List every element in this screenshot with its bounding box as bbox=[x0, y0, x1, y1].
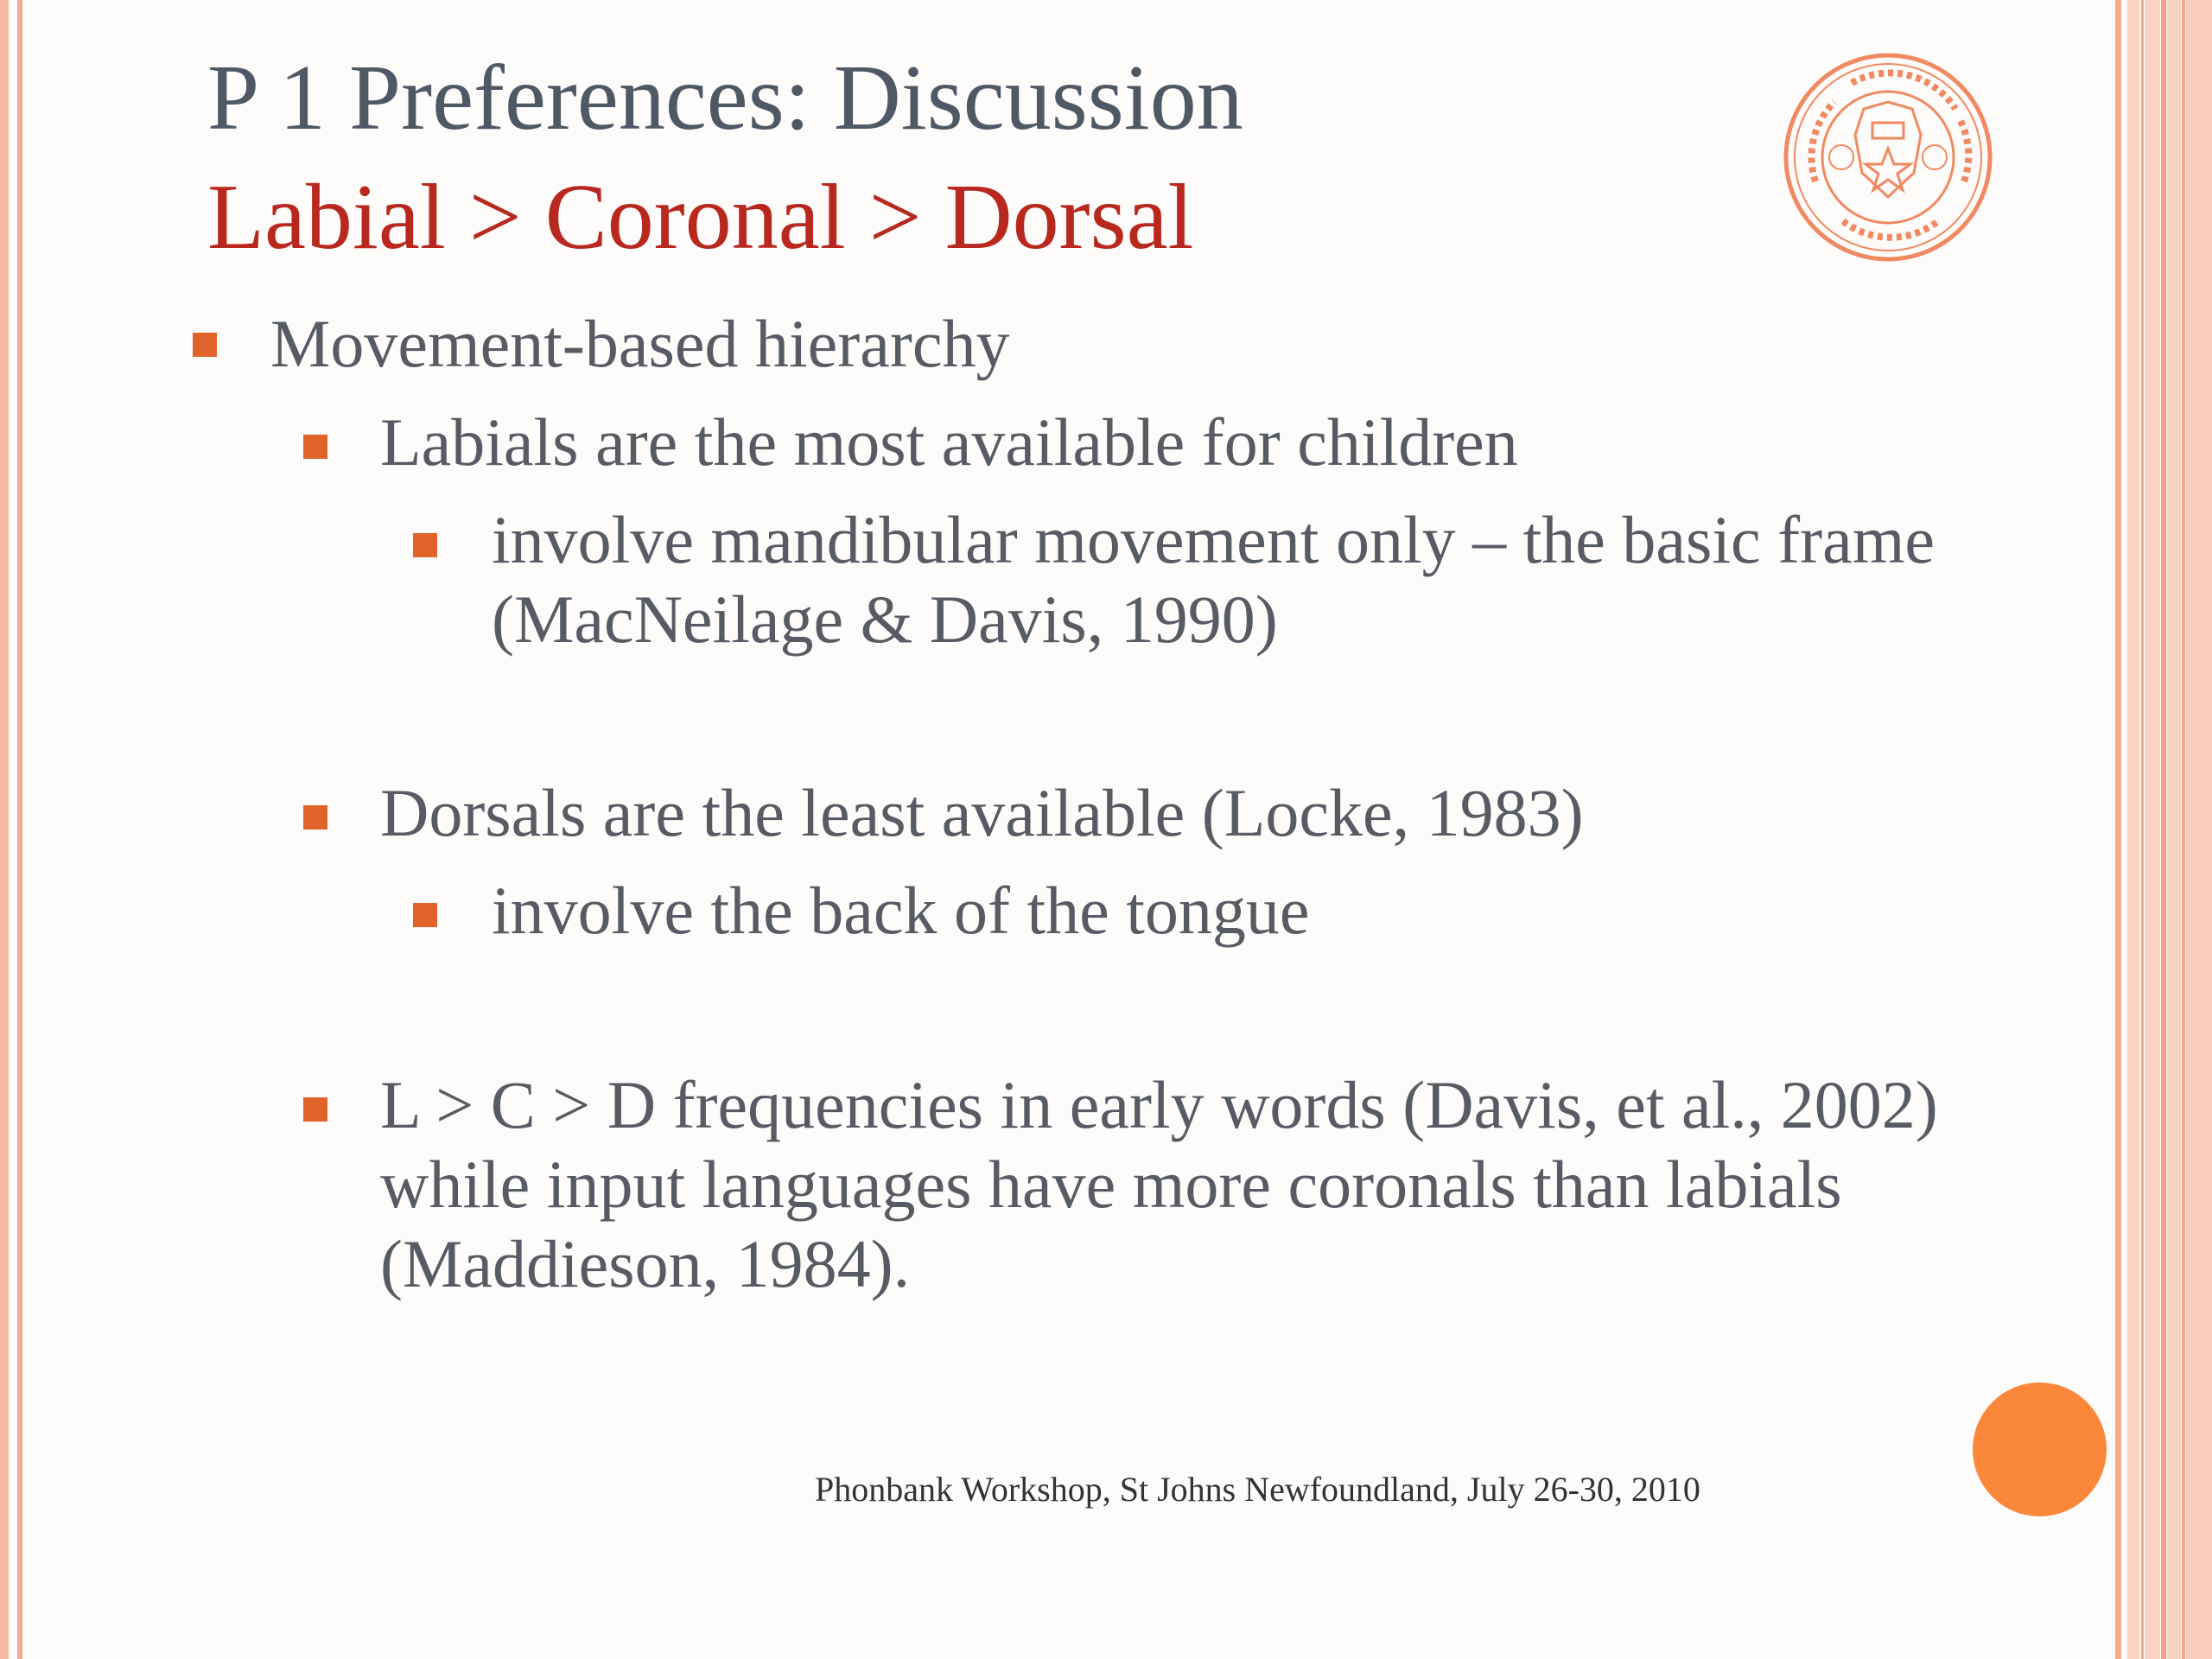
university-of-texas-seal-icon bbox=[1783, 52, 1994, 264]
bullet-text-continued: (Maddieson, 1984). bbox=[380, 1226, 911, 1301]
border-line bbox=[2141, 0, 2144, 1659]
bullet-icon bbox=[303, 435, 327, 459]
bullet-text-continued: (MacNeilage & Davis, 1990) bbox=[492, 582, 1278, 657]
bullet-icon bbox=[303, 1097, 327, 1122]
bullet-text: Dorsals are the least available (Locke, 1983) bbox=[380, 775, 1584, 850]
border-line bbox=[2186, 0, 2212, 1659]
slide-title: P 1 Preferences: Discussion bbox=[207, 47, 1243, 149]
border-line bbox=[2161, 0, 2166, 1659]
border-line bbox=[2182, 0, 2185, 1659]
bullet-text-continued: while input languages have more coronals than labials bbox=[380, 1147, 1842, 1222]
border-line bbox=[17, 0, 22, 1659]
border-line bbox=[2127, 0, 2139, 1659]
decorative-circle bbox=[1973, 1382, 2107, 1516]
border-line bbox=[2115, 0, 2121, 1659]
slide-subtitle: Labial > Coronal > Dorsal bbox=[207, 166, 1194, 269]
bullet-text: involve mandibular movement only – the basic frame bbox=[492, 502, 1936, 577]
bullet-icon bbox=[303, 805, 327, 830]
border-line bbox=[2167, 0, 2181, 1659]
bullet-icon bbox=[193, 333, 217, 357]
bullet-icon bbox=[413, 533, 437, 557]
bullet-text: Movement-based hierarchy bbox=[270, 306, 1010, 381]
bullet-text: involve the back of the tongue bbox=[492, 873, 1310, 948]
border-line bbox=[2145, 0, 2160, 1659]
bullet-icon bbox=[413, 903, 437, 927]
slide-footer: Phonbank Workshop, St Johns Newfoundland, July 26-30, 2010 bbox=[815, 1470, 1700, 1509]
border-line bbox=[0, 0, 9, 1659]
bullet-text: Labials are the most available for children bbox=[380, 404, 1518, 480]
bullet-text: L > C > D frequencies in early words (Davis, et al., 2002) bbox=[380, 1067, 1938, 1142]
